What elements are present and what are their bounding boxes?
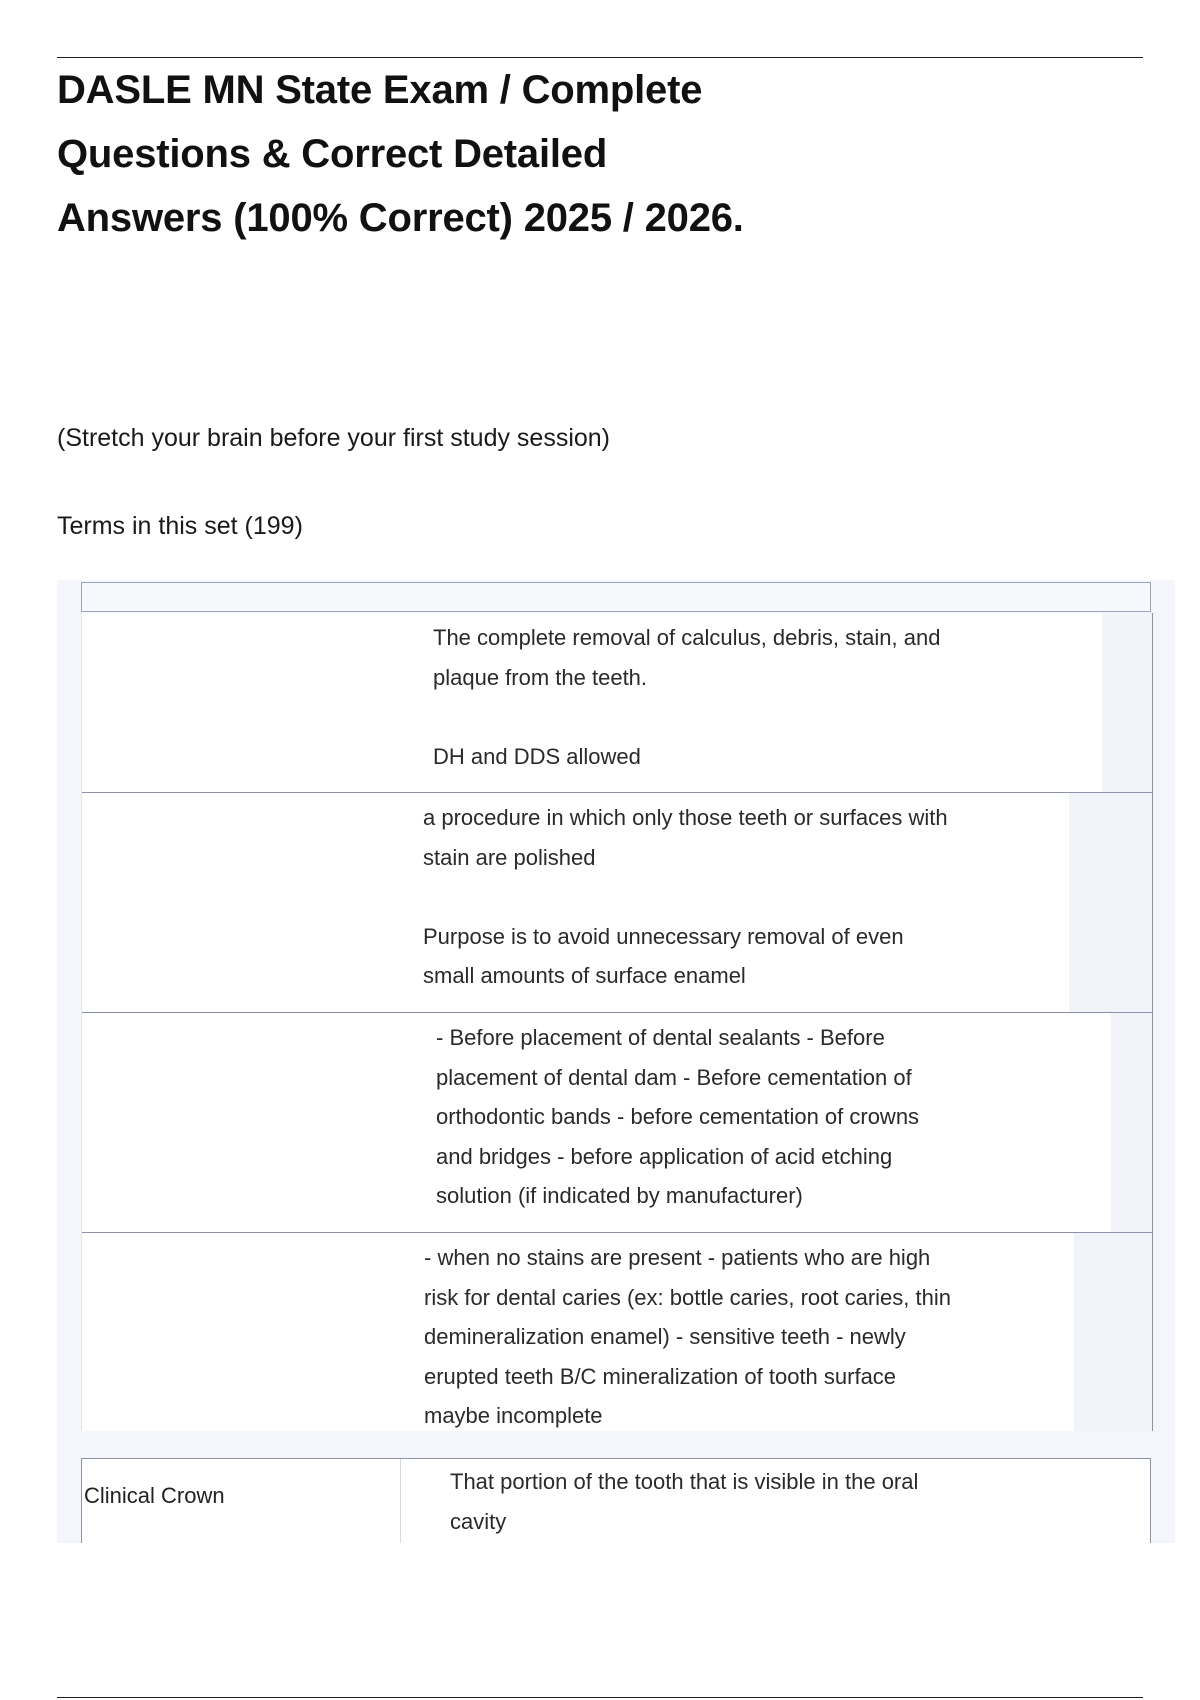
card-definition: - Before placement of dental sealants - Before placement of dental dam - Before cementation of orthodontic bands - before cementation of crowns and bridges - before application of acid etching solution (if indicated by manufacturer) (436, 1025, 920, 1208)
row-right-gutter (1111, 1013, 1153, 1232)
terms-count: Terms in this set (199) (57, 512, 303, 540)
row-right-gutter (1074, 1233, 1153, 1431)
flashcard-row (81, 1233, 1153, 1431)
row-right-gutter (1069, 793, 1153, 1012)
card-term: Clinical Crown (84, 1483, 225, 1508)
bottom-rule (57, 1697, 1143, 1698)
column-divider (400, 1459, 401, 1543)
flashcard-row (81, 793, 1153, 1012)
flashcard-row (81, 1458, 1151, 1543)
document-title: DASLE MN State Exam / Complete Questions & Correct Detailed Answers (100% Correct) 2025 / 2026. (57, 68, 744, 240)
subtitle: (Stretch your brain before your first study session) (57, 424, 611, 452)
card-definition: a procedure in which only those teeth or surfaces with stain are polished Purpose is to avoid unnecessary removal of even small amounts of surface enamel (423, 805, 948, 988)
card-definition: That portion of the tooth that is visible in the oral cavity (450, 1469, 919, 1534)
card-definition: - when no stains are present - patients who are high risk for dental caries (ex: bottle caries, root caries, thin demineralization enamel) - sensitive teeth - newly erupted teeth B/C mineralization of tooth surface maybe incomplete (424, 1245, 951, 1428)
flashcard-row (81, 613, 1153, 792)
flashcard-row (81, 1013, 1153, 1232)
list-header-bar (81, 582, 1151, 612)
row-right-gutter (1102, 613, 1153, 792)
card-definition: The complete removal of calculus, debris, stain, and plaque from the teeth. DH and DDS allowed (433, 625, 941, 769)
list-left-edge (81, 613, 82, 1431)
